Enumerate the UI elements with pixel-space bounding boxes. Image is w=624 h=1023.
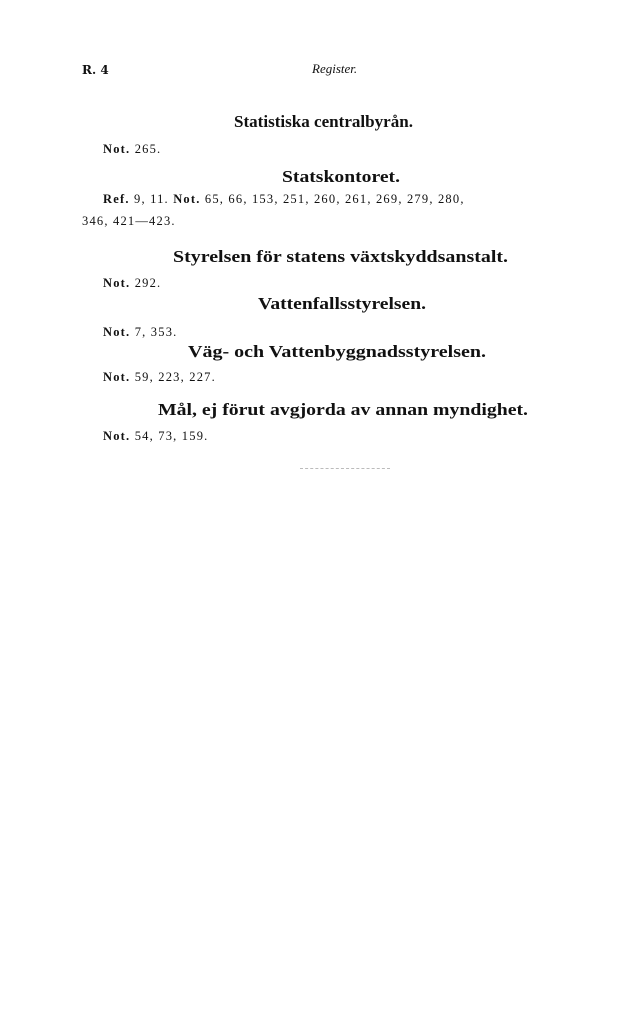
section-heading: Väg- och Vattenbyggnadsstyrelsen. (188, 342, 486, 361)
reference-line (103, 326, 177, 339)
ref-label: Not. (103, 429, 131, 443)
section-heading: Statistiska centralbyrån. (234, 112, 413, 131)
reference-line (82, 215, 176, 228)
ref-numbers: 65, 66, 153, 251, 260, 261, 269, 279, 280, (200, 192, 465, 206)
ref-label: Not. (103, 370, 131, 384)
ref-numbers: 7, 353. (130, 325, 178, 339)
running-title: Register. (312, 61, 358, 76)
ref-numbers: 265. (130, 142, 162, 156)
ref-numbers: 59, 223, 227. (130, 370, 216, 384)
ref-numbers: 54, 73, 159. (130, 429, 209, 443)
reference-line (103, 193, 465, 206)
section-heading: Statskontoret. (282, 167, 400, 186)
page-reference: R. 4 (82, 63, 109, 77)
section-heading: Styrelsen för statens växtskyddsanstalt. (173, 247, 508, 266)
ref-numbers: 9, 11. (129, 192, 174, 206)
reference-line (103, 143, 161, 156)
end-rule (300, 468, 390, 469)
section-heading: Vattenfallsstyrelsen. (258, 294, 426, 313)
ref-label: Ref. (103, 192, 130, 206)
ref-label: Not. (103, 142, 131, 156)
ref-label: Not. (103, 325, 131, 339)
ref-label: Not. (103, 276, 131, 290)
reference-line (103, 371, 216, 384)
ref-numbers: 292. (130, 276, 162, 290)
reference-line (103, 277, 161, 290)
section-heading: Mål, ej förut avgjorda av annan myndighet. (158, 400, 528, 419)
ref-label: Not. (173, 192, 201, 206)
reference-line (103, 430, 208, 443)
ref-numbers: 346, 421—423. (82, 214, 176, 228)
